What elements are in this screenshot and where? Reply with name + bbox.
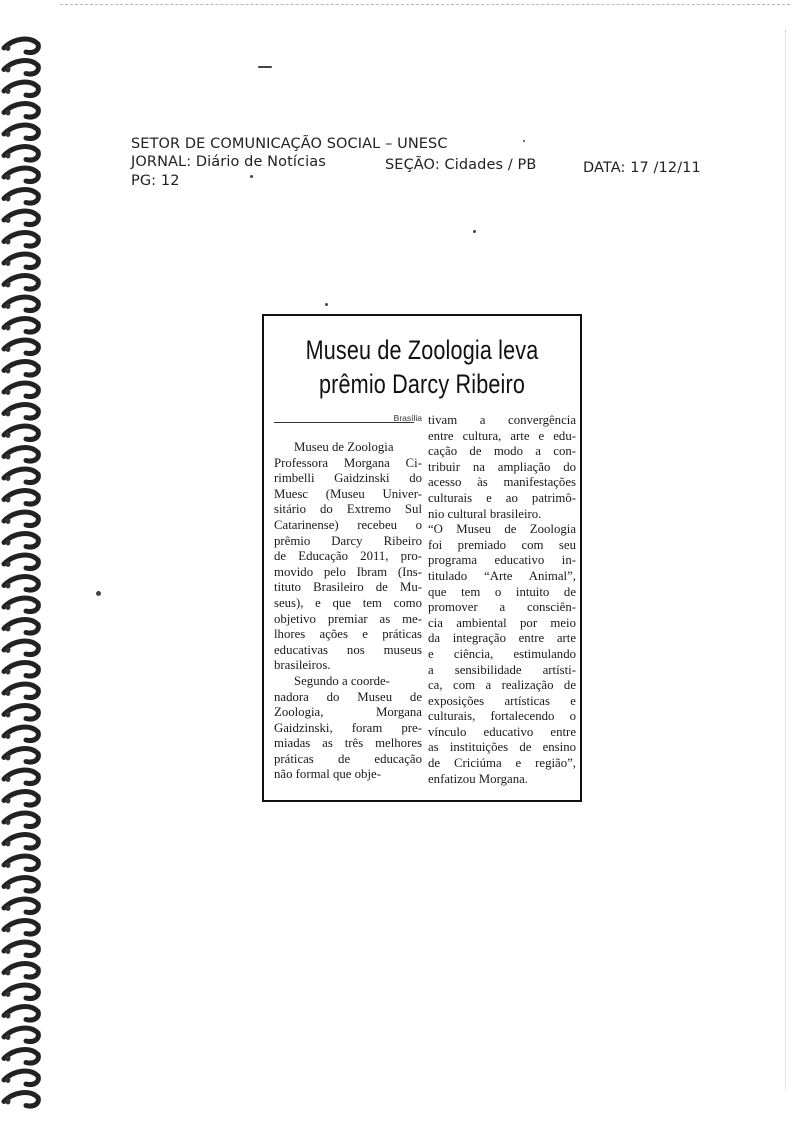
binding-loop (4, 942, 38, 955)
scan-speck (96, 591, 101, 596)
binding-loop (4, 534, 38, 547)
binding-loop (4, 491, 38, 504)
header-data: DATA: 17 /12/11 (583, 160, 701, 176)
article-line: lhores ações e práticas (274, 627, 422, 642)
binding-loop (4, 856, 38, 869)
binding-loop (4, 147, 38, 160)
binding-loop (4, 1071, 38, 1084)
binding-loop (4, 1028, 38, 1041)
article-line: “O Museu de Zoologia (428, 522, 576, 537)
binding-loop (4, 190, 38, 203)
article-line: da integração entre arte (428, 631, 576, 646)
article-line: ca, com a realização de (428, 678, 576, 693)
binding-loop (4, 233, 38, 246)
binding-loop (4, 684, 38, 697)
article-line: Segundo a coorde- (294, 673, 390, 688)
binding-loop (4, 555, 38, 568)
article-line: nadora do Museu de (274, 689, 422, 704)
article-line: cia ambiental por meio (428, 615, 576, 630)
binding-loop (4, 61, 38, 74)
binding-loop (4, 104, 38, 117)
binding-loop (4, 641, 38, 654)
binding-loop (4, 125, 38, 138)
article-line: práticas de educação (274, 751, 422, 766)
article-headline (296, 333, 549, 401)
article-line: objetivo premiar as me- (274, 611, 422, 626)
article-line: tituto Brasileiro de Mu- (274, 580, 422, 595)
article-line: de Criciúma e região”, (428, 756, 576, 771)
binding-loop (4, 663, 38, 676)
binding-loop (4, 512, 38, 525)
binding-loop (4, 39, 38, 52)
scan-speck (523, 140, 525, 142)
article-line: de Educação 2011, pro- (274, 549, 422, 564)
binding-loop (4, 448, 38, 461)
binding-loop (4, 727, 38, 740)
header-sector: SETOR DE COMUNICAÇÃO SOCIAL – UNESC (131, 136, 448, 152)
article-dateline: Brasília (393, 413, 422, 423)
article-line: não formal que obje- (274, 767, 381, 782)
binding-loop (4, 964, 38, 977)
binding-loop (4, 899, 38, 912)
scan-edge-right (785, 30, 786, 1090)
article-line: Professora Morgana Ci- (274, 455, 422, 470)
binding-loop (4, 598, 38, 611)
binding-loop (4, 405, 38, 418)
binding-loop (4, 770, 38, 783)
article-line: Muesc (Museu Univer- (274, 486, 422, 501)
article-line: programa educativo in- (428, 553, 576, 568)
newspaper-clipping (262, 314, 582, 802)
article-line: Gaidzinski, foram pre- (274, 720, 422, 735)
binding-loop (4, 1093, 38, 1106)
article-line: prêmio Darcy Ribeiro (274, 533, 422, 548)
article-line: miadas as três melhores (274, 736, 422, 751)
article-line: a sensibilidade artísti- (428, 662, 576, 677)
binding-loop (4, 835, 38, 848)
article-line: titulado “Arte Animal”, (428, 568, 576, 583)
article-line: e ciência, estimulando (428, 646, 576, 661)
article-line: tribuir na ampliação do (428, 459, 576, 474)
binding-loop (4, 82, 38, 95)
article-line: entre cultura, arte e edu- (428, 428, 576, 443)
article-line: rimbelli Gaidzinski do (274, 471, 422, 486)
binding-loop (4, 813, 38, 826)
article-line: Zoologia, Morgana (274, 705, 422, 720)
article-line: tivam a convergência (428, 413, 576, 427)
header-jornal: JORNAL: Diário de Notícias (131, 154, 326, 170)
binding-loop (4, 921, 38, 934)
binding-loop (4, 469, 38, 482)
article-column-left (274, 440, 422, 783)
header-page: PG: 12 (131, 173, 180, 189)
article-line: vínculo educativo entre (428, 724, 576, 739)
binding-loop (4, 577, 38, 590)
binding-loop (4, 985, 38, 998)
binding-loop (4, 383, 38, 396)
binding-loop (4, 297, 38, 310)
article-line: culturais, fortalecendo o (428, 709, 576, 724)
article-line: promover a consciên- (428, 600, 576, 615)
article-line: culturais e ao patrimô- (428, 490, 576, 505)
article-line: Museu de Zoologia (294, 440, 394, 454)
scan-speck (258, 66, 272, 68)
binding-loop (4, 620, 38, 633)
binding-loop (4, 362, 38, 375)
binding-loop (4, 340, 38, 353)
scan-speck (250, 175, 253, 178)
binding-loop (4, 1007, 38, 1020)
article-line: brasileiros. (274, 658, 331, 673)
scan-edge-top (60, 4, 790, 5)
article-line: foi premiado com seu (428, 537, 576, 552)
scan-speck (325, 303, 328, 306)
article-line: exposições artísticas e (428, 693, 576, 708)
binding-loop (4, 878, 38, 891)
article-line: movido pelo Ibram (Ins- (274, 564, 422, 579)
binding-loop (4, 792, 38, 805)
header-secao: SEÇÃO: Cidades / PB (385, 157, 537, 173)
article-line: cação de modo a con- (428, 444, 576, 459)
binding-loop (4, 276, 38, 289)
article-line: Catarinense) recebeu o (274, 517, 422, 532)
binding-loop (4, 319, 38, 332)
article-line: educativas nos museus (274, 642, 422, 657)
headline-line: prêmio Darcy Ribeiro (318, 369, 526, 399)
binding-loop (4, 254, 38, 267)
article-line: as instituições de ensino (428, 740, 576, 755)
article-line: que tem o intuito de (428, 584, 576, 599)
binding-loop (4, 1050, 38, 1063)
binding-loop (4, 706, 38, 719)
article-line: acesso às manifestações (428, 475, 576, 490)
scan-speck (473, 230, 476, 233)
article-line: sitário do Extremo Sul (274, 502, 422, 517)
binding-loop (4, 168, 38, 181)
binding-loop (4, 426, 38, 439)
article-column-right (428, 413, 576, 787)
article-line: seus), e que tem como (274, 595, 422, 610)
article-line: nio cultural brasileiro. (428, 506, 542, 521)
binding-loop (4, 211, 38, 224)
headline-line: Museu de Zoologia leva (305, 335, 539, 365)
spiral-binding (0, 30, 44, 1120)
binding-loop (4, 749, 38, 762)
article-line: enfatizou Morgana. (428, 771, 528, 786)
